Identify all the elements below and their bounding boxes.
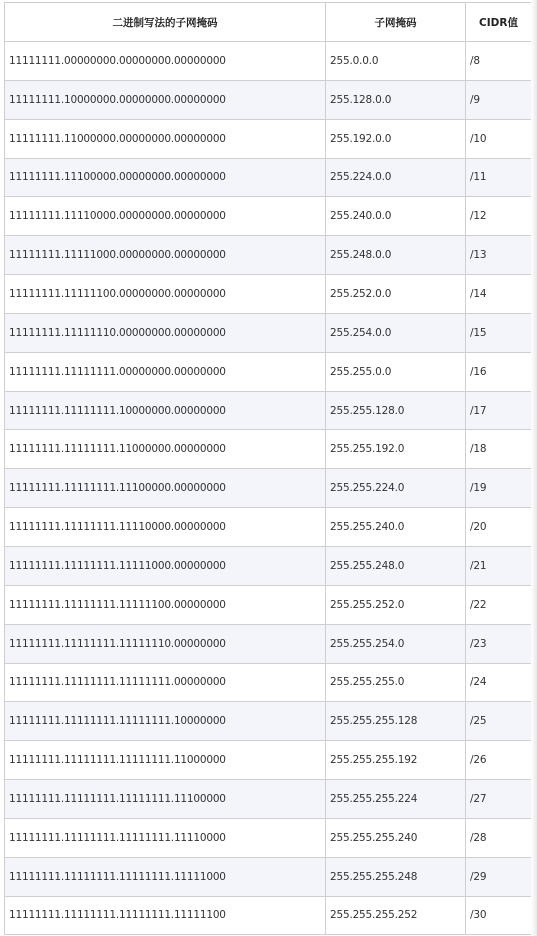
cell-binary-mask: 11111111.10000000.00000000.00000000	[5, 80, 326, 119]
cell-binary-mask: 11111111.11111111.11111111.11000000	[5, 741, 326, 780]
table-row	[5, 818, 532, 857]
cell-subnet-mask: 255.128.0.0	[326, 80, 466, 119]
cell-binary-mask: 11111111.11111111.11111111.11111000	[5, 857, 326, 896]
header-cidr: CIDR值	[466, 3, 532, 42]
table-row	[5, 857, 532, 896]
table-row	[5, 546, 532, 585]
cell-cidr: /11	[466, 158, 532, 197]
cell-subnet-mask: 255.255.192.0	[326, 430, 466, 469]
cell-cidr: /24	[466, 663, 532, 702]
cell-binary-mask: 11111111.11111111.11111111.11110000	[5, 818, 326, 857]
table-row	[5, 313, 532, 352]
cell-cidr: /23	[466, 624, 532, 663]
cell-binary-mask: 11111111.11111111.11111110.00000000	[5, 624, 326, 663]
table-row	[5, 702, 532, 741]
cell-binary-mask: 11111111.11111110.00000000.00000000	[5, 313, 326, 352]
table-row	[5, 896, 532, 935]
cell-binary-mask: 11111111.11111111.11111111.11100000	[5, 780, 326, 819]
table-row	[5, 236, 532, 275]
cell-cidr: /18	[466, 430, 532, 469]
cell-binary-mask: 11111111.11111111.11111000.00000000	[5, 546, 326, 585]
header-subnet-mask: 子网掩码	[326, 3, 466, 42]
cell-subnet-mask: 255.0.0.0	[326, 42, 466, 81]
cell-subnet-mask: 255.255.224.0	[326, 469, 466, 508]
table-row	[5, 469, 532, 508]
table-row	[5, 624, 532, 663]
cell-subnet-mask: 255.254.0.0	[326, 313, 466, 352]
cell-cidr: /8	[466, 42, 532, 81]
cell-subnet-mask: 255.255.255.128	[326, 702, 466, 741]
cell-subnet-mask: 255.252.0.0	[326, 275, 466, 314]
cell-binary-mask: 11111111.11111111.11110000.00000000	[5, 508, 326, 547]
table-row	[5, 741, 532, 780]
cell-cidr: /16	[466, 352, 532, 391]
cell-binary-mask: 11111111.11111100.00000000.00000000	[5, 275, 326, 314]
cell-cidr: /14	[466, 275, 532, 314]
cell-binary-mask: 11111111.11111111.11111111.10000000	[5, 702, 326, 741]
cell-cidr: /29	[466, 857, 532, 896]
cell-binary-mask: 11111111.11111111.11100000.00000000	[5, 469, 326, 508]
cell-cidr: /15	[466, 313, 532, 352]
cell-binary-mask: 11111111.11111111.10000000.00000000	[5, 391, 326, 430]
cell-binary-mask: 11111111.11111111.11000000.00000000	[5, 430, 326, 469]
cell-cidr: /21	[466, 546, 532, 585]
table-row	[5, 663, 532, 702]
table-row	[5, 119, 532, 158]
cell-cidr: /13	[466, 236, 532, 275]
cell-subnet-mask: 255.255.252.0	[326, 585, 466, 624]
cell-cidr: /9	[466, 80, 532, 119]
cell-binary-mask: 11111111.11111111.00000000.00000000	[5, 352, 326, 391]
table-row	[5, 780, 532, 819]
cell-subnet-mask: 255.240.0.0	[326, 197, 466, 236]
table-row	[5, 197, 532, 236]
cell-subnet-mask: 255.255.248.0	[326, 546, 466, 585]
table-row	[5, 80, 532, 119]
cell-subnet-mask: 255.255.255.240	[326, 818, 466, 857]
subnet-mask-table-container	[4, 2, 531, 935]
cell-cidr: /28	[466, 818, 532, 857]
cell-binary-mask: 11111111.11111111.11111100.00000000	[5, 585, 326, 624]
cell-subnet-mask: 255.255.254.0	[326, 624, 466, 663]
cell-subnet-mask: 255.248.0.0	[326, 236, 466, 275]
cell-cidr: /27	[466, 780, 532, 819]
cell-subnet-mask: 255.255.255.248	[326, 857, 466, 896]
cell-binary-mask: 11111111.11111111.11111111.00000000	[5, 663, 326, 702]
subnet-mask-table	[4, 2, 532, 935]
cell-binary-mask: 11111111.11111000.00000000.00000000	[5, 236, 326, 275]
cell-cidr: /19	[466, 469, 532, 508]
header-binary-mask: 二进制写法的子网掩码	[5, 3, 326, 42]
table-row	[5, 585, 532, 624]
table-row	[5, 275, 532, 314]
table-row	[5, 352, 532, 391]
cell-binary-mask: 11111111.11100000.00000000.00000000	[5, 158, 326, 197]
cell-binary-mask: 11111111.11000000.00000000.00000000	[5, 119, 326, 158]
cell-subnet-mask: 255.255.255.0	[326, 663, 466, 702]
cell-subnet-mask: 255.255.240.0	[326, 508, 466, 547]
cell-binary-mask: 11111111.11110000.00000000.00000000	[5, 197, 326, 236]
cell-subnet-mask: 255.255.255.252	[326, 896, 466, 935]
cell-cidr: /17	[466, 391, 532, 430]
cell-subnet-mask: 255.255.128.0	[326, 391, 466, 430]
cell-cidr: /22	[466, 585, 532, 624]
table-row	[5, 158, 532, 197]
table-row	[5, 508, 532, 547]
cell-cidr: /25	[466, 702, 532, 741]
cell-subnet-mask: 255.224.0.0	[326, 158, 466, 197]
table-row	[5, 430, 532, 469]
table-row	[5, 391, 532, 430]
cell-subnet-mask: 255.255.255.224	[326, 780, 466, 819]
cell-cidr: /26	[466, 741, 532, 780]
cell-subnet-mask: 255.255.255.192	[326, 741, 466, 780]
header-row	[5, 3, 532, 42]
table-body	[5, 42, 532, 935]
cell-cidr: /12	[466, 197, 532, 236]
cell-cidr: /10	[466, 119, 532, 158]
cell-binary-mask: 11111111.00000000.00000000.00000000	[5, 42, 326, 81]
table-row	[5, 42, 532, 81]
cell-subnet-mask: 255.192.0.0	[326, 119, 466, 158]
cell-cidr: /20	[466, 508, 532, 547]
table-header	[5, 3, 532, 42]
cell-cidr: /30	[466, 896, 532, 935]
cell-binary-mask: 11111111.11111111.11111111.11111100	[5, 896, 326, 935]
page-edge-shadow	[531, 0, 537, 936]
cell-subnet-mask: 255.255.0.0	[326, 352, 466, 391]
